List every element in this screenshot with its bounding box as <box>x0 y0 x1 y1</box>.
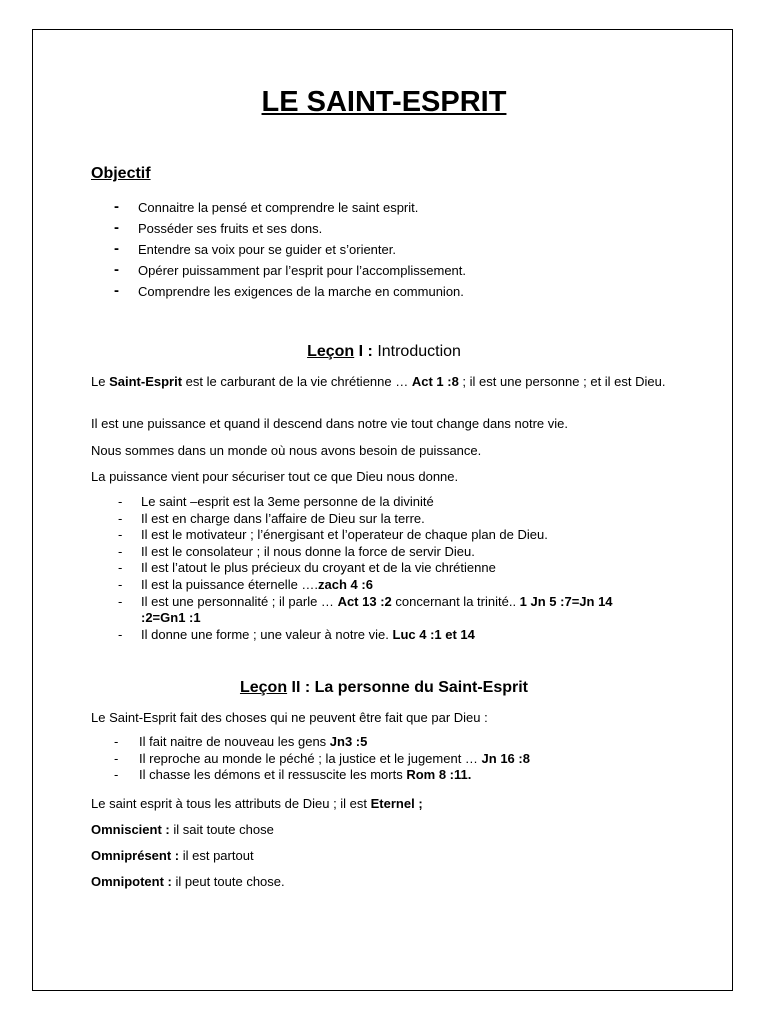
list-item: - Il chasse les démons et il ressuscite les morts Rom 8 :11. <box>114 767 472 783</box>
list-item: - Il donne une forme ; une valeur à notre vie. Luc 4 :1 et 14 <box>118 626 475 642</box>
list-item: - Comprendre les exigences de la marche en communion. <box>114 282 464 299</box>
list-item: - Il est en charge dans l’affaire de Dieu sur la terre. <box>118 510 425 526</box>
lecon1-bullet-list <box>91 494 651 643</box>
list-item: - Opérer puissamment par l’esprit pour l’accomplissement. <box>114 261 467 278</box>
list-item: - Il est une personnalité ; il parle … Act 13 :2 concernant la trinité.. 1 Jn 5 :7=Jn 14 :2=Gn1 :1 <box>118 593 613 626</box>
lecon2-heading: Leçon II : La personne du Saint-Esprit <box>239 679 529 696</box>
lecon1-paragraph-3: Nous sommes dans un monde où nous avons besoin de puissance. <box>91 443 482 458</box>
lecon2-bullet-list <box>91 734 651 784</box>
lecon1-paragraph-4: La puissance vient pour sécuriser tout ce que Dieu nous donne. <box>91 469 459 484</box>
lecon1-paragraph-1: Le Saint-Esprit est le carburant de la vie chrétienne … Act 1 :8 ; il est une personne ; et il est Dieu. <box>91 374 666 389</box>
list-item: - Il est l’atout le plus précieux du croyant et de la vie chrétienne <box>118 560 496 576</box>
omnipotent-line: Omnipotent : il peut toute chose. <box>91 874 285 889</box>
list-item: - Il reproche au monde le péché ; la justice et le jugement … Jn 16 :8 <box>114 750 530 766</box>
objectif-heading: Objectif <box>91 165 151 182</box>
lecon1-paragraph-2: Il est une puissance et quand il descend dans notre vie tout change dans notre vie. <box>91 416 568 431</box>
list-item: - Il est la puissance éternelle ….zach 4 :6 <box>118 576 373 592</box>
page-title: LE SAINT-ESPRIT <box>261 86 507 118</box>
list-item: - Il est le consolateur ; il nous donne la force de servir Dieu. <box>118 543 475 559</box>
list-item: - Connaitre la pensé et comprendre le saint esprit. <box>114 198 419 215</box>
objectif-list <box>91 198 466 303</box>
list-item: - Entendre sa voix pour se guider et s’orienter. <box>114 240 396 257</box>
omnipresent-line: Omniprésent : il est partout <box>91 848 254 863</box>
lecon1-heading: Leçon I : Introduction <box>307 343 461 360</box>
omniscient-line: Omniscient : il sait toute chose <box>91 822 274 837</box>
lecon2-intro: Le Saint-Esprit fait des choses qui ne peuvent être fait que par Dieu : <box>91 710 488 725</box>
list-item: - Il fait naitre de nouveau les gens Jn3 :5 <box>114 734 368 749</box>
lecon2-attributes: Le saint esprit à tous les attributs de Dieu ; il est Eternel ; <box>91 796 423 811</box>
list-item: - Posséder ses fruits et ses dons. <box>114 219 323 236</box>
list-item: - Le saint –esprit est la 3eme personne de la divinité <box>118 494 434 509</box>
list-item: - Il est le motivateur ; l’énergisant et l’operateur de chaque plan de Dieu. <box>118 527 548 543</box>
